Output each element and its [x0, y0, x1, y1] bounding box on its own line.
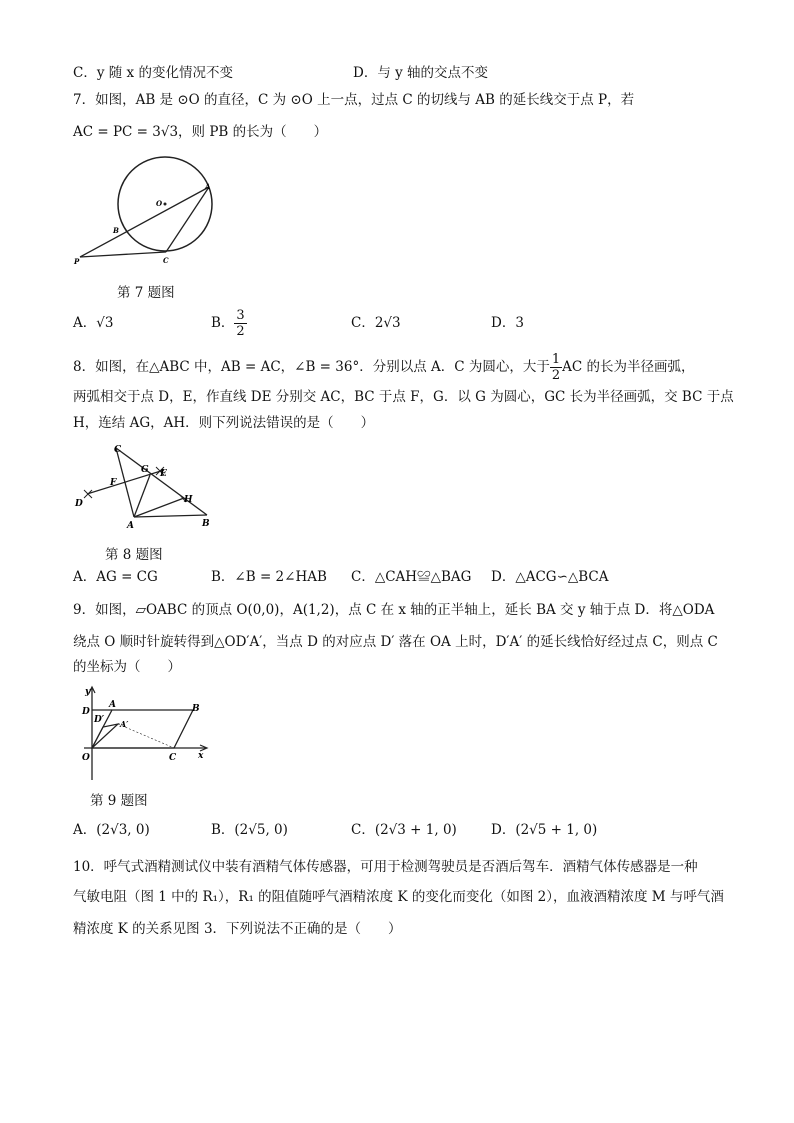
q7-caption: 第 7 题图 [117, 285, 175, 301]
q7-option-b [211, 305, 247, 341]
q8-side-ab [134, 515, 207, 517]
q7-option-d: D．3 [491, 315, 524, 331]
q7-label-b: B [113, 226, 119, 235]
q8-option-b: B．∠B = 2∠HAB [211, 569, 327, 585]
q8-segment-ag [134, 475, 150, 517]
q8-option-d: D．△ACG∽△BCA [491, 569, 609, 585]
q9-triangle-oda-prime [92, 724, 118, 748]
q8-stem-line1 [73, 352, 695, 383]
q9-option-c: C．(2√3 + 1, 0) [351, 822, 457, 838]
q7-option-b-prefix: B． [211, 315, 235, 331]
q9-option-b: B．(2√5, 0) [211, 822, 288, 838]
q10-stem-line3: 精浓度 K 的关系见图 3．下列说法不正确的是（ ） [73, 921, 402, 937]
q7-label-p: P [74, 257, 80, 266]
q10-stem-line2: 气敏电阻（图 1 中的 R₁），R₁ 的阻值随呼气酒精浓度 K 的变化而变化（如图 2），血液酒精浓度 M 与呼气酒 [73, 889, 724, 905]
q9-stem-line2: 绕点 O 顺时针旋转得到△OD′A′，当点 D 的对应点 D′ 落在 OA 上时，D′A′ 的延长线恰好经过点 C，则点 C [73, 634, 718, 650]
q7-line-ca [166, 187, 209, 252]
q8-stem-line1-text: 8．如图，在△ABC 中，AB = AC，∠B = 36°．分别以点 A．C 为圆心，大于 [73, 359, 550, 375]
q8-frac-den: 2 [551, 368, 561, 383]
q9-label-d-prime: D′ [94, 715, 105, 725]
q9-label-b: B [192, 704, 200, 714]
q9-label-x: x [198, 751, 204, 761]
q9-label-a: A [109, 700, 116, 710]
q8-stem-line2: 两弧相交于点 D，E，作直线 DE 分别交 AC，BC 于点 F，G．以 G 为圆心，GC 长为半径画弧，交 BC 于点 [73, 389, 734, 405]
q9-caption: 第 9 题图 [90, 793, 148, 809]
q7-option-a: A．√3 [73, 315, 114, 331]
q7-option-b-fraction [234, 308, 246, 339]
q7-option-c: C．2√3 [351, 315, 401, 331]
q8-label-h: H [184, 495, 193, 505]
q8-label-d: D [75, 499, 83, 509]
q8-option-c: C．△CAH≌△BAG [351, 569, 472, 585]
q7-option-b-den: 2 [236, 324, 245, 339]
q6-option-d: D．与 y 轴的交点不变 [353, 65, 489, 81]
q9-stem-line1: 9．如图，▱OABC 的顶点 O(0,0)，A(1,2)，点 C 在 x 轴的正半轴上，延长 BA 交 y 轴于点 D．将△ODA [73, 602, 715, 618]
q7-stem-line2: AC = PC = 3√3，则 PB 的长为（ ） [73, 124, 328, 140]
q6-option-c: C．y 随 x 的变化情况不变 [73, 65, 233, 81]
q9-option-d: D．(2√5 + 1, 0) [491, 822, 598, 838]
q8-segment-ah [134, 498, 184, 517]
q9-label-a-prime: A′ [120, 719, 129, 729]
q7-figure [72, 160, 222, 270]
q9-parallelogram [92, 710, 193, 748]
q8-frac-num: 1 [551, 352, 561, 367]
q8-stem-fraction [550, 352, 562, 383]
q8-figure [72, 440, 217, 530]
q8-side-ca [116, 448, 134, 517]
q7-stem-line1: 7．如图，AB 是 ⊙O 的直径，C 为 ⊙O 上一点，过点 C 的切线与 AB 的延长线交于点 P，若 [73, 92, 635, 108]
q9-option-a: A．(2√3, 0) [73, 822, 150, 838]
q9-label-c: C [169, 753, 177, 763]
q8-label-g: G [141, 465, 149, 475]
q9-label-o: O [82, 753, 90, 763]
q8-label-a: A [127, 521, 134, 531]
q9-figure [76, 684, 216, 784]
q7-option-b-num: 3 [236, 308, 245, 323]
q10-stem-line1: 10．呼气式酒精测试仪中装有酒精气体传感器，可用于检测驾驶员是否酒后驾车．酒精气体传感器是一种 [73, 859, 698, 875]
q7-label-o: O [156, 199, 163, 208]
q8-side-cb [116, 448, 207, 515]
q8-stem-line3: H，连结 AG，AH．则下列说法错误的是（ ） [73, 415, 375, 431]
q8-label-e: E [160, 469, 167, 479]
q9-stem-line3: 的坐标为（ ） [73, 659, 181, 675]
q9-label-d: D [82, 707, 90, 717]
q7-line-pc [80, 252, 166, 257]
q8-label-c: C [114, 445, 122, 455]
q8-caption: 第 8 题图 [105, 547, 163, 563]
q8-option-a: A．AG = CG [73, 569, 158, 585]
q8-stem-line1-tail: AC 的长为半径画弧， [562, 359, 695, 375]
q7-label-a: A [205, 182, 211, 191]
q8-label-f: F [110, 478, 117, 488]
q7-label-c: C [163, 256, 169, 265]
q9-label-y: y [85, 687, 91, 697]
q8-label-b: B [202, 519, 210, 529]
